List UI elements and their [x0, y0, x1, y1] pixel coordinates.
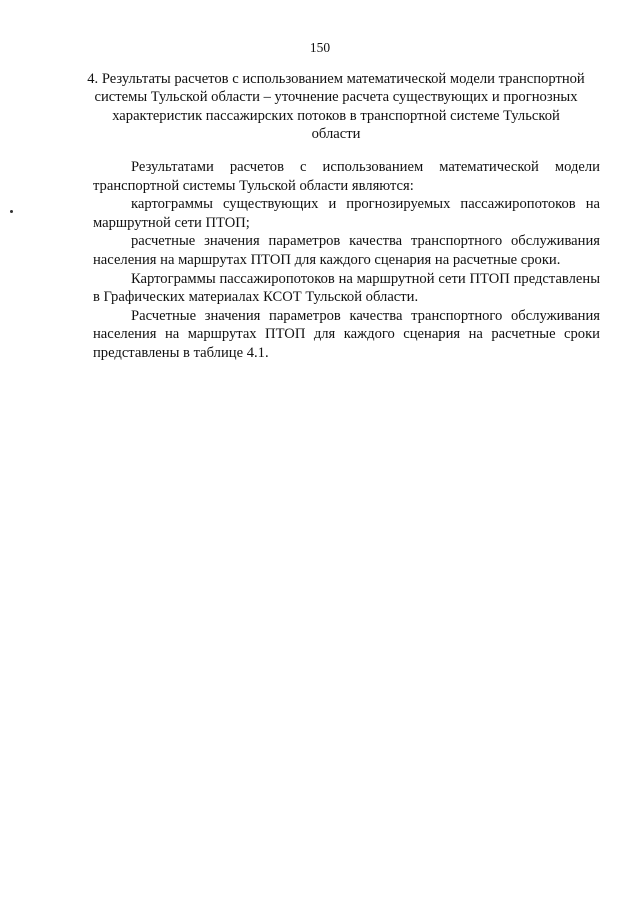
- scan-speck: [10, 210, 13, 213]
- paragraph-cartograms-location: Картограммы пассажиропотоков на маршрутной сети ПТОП представлены в Графических материалах КСОТ Тульской области.: [93, 270, 600, 306]
- page-number: 150: [309, 40, 331, 55]
- section-heading: 4. Результаты расчетов с использованием математической модели транспортной системы Тульской области – уточнение расчета существующих и прогнозных характеристик пассажирских потоков в транспортной системе Тульской области: [87, 71, 585, 143]
- paragraph-parameters-item: расчетные значения параметров качества транспортного обслуживания населения на маршрутах ПТОП для каждого сценария на расчетные сроки.: [93, 233, 600, 268]
- body-text: [93, 158, 600, 363]
- paragraph-cartograms-item: картограммы существующих и прогнозируемых пассажиропотоков на маршрутной сети ПТОП;: [93, 196, 600, 231]
- paragraph-results-intro: Результатами расчетов с использованием математической модели транспортной системы Тульской области являются:: [93, 159, 600, 194]
- paragraph-table-reference: Расчетные значения параметров качества транспортного обслуживания населения на маршрутах ПТОП для каждого сценария на расчетные сроки представлены в таблице 4.1.: [93, 307, 600, 361]
